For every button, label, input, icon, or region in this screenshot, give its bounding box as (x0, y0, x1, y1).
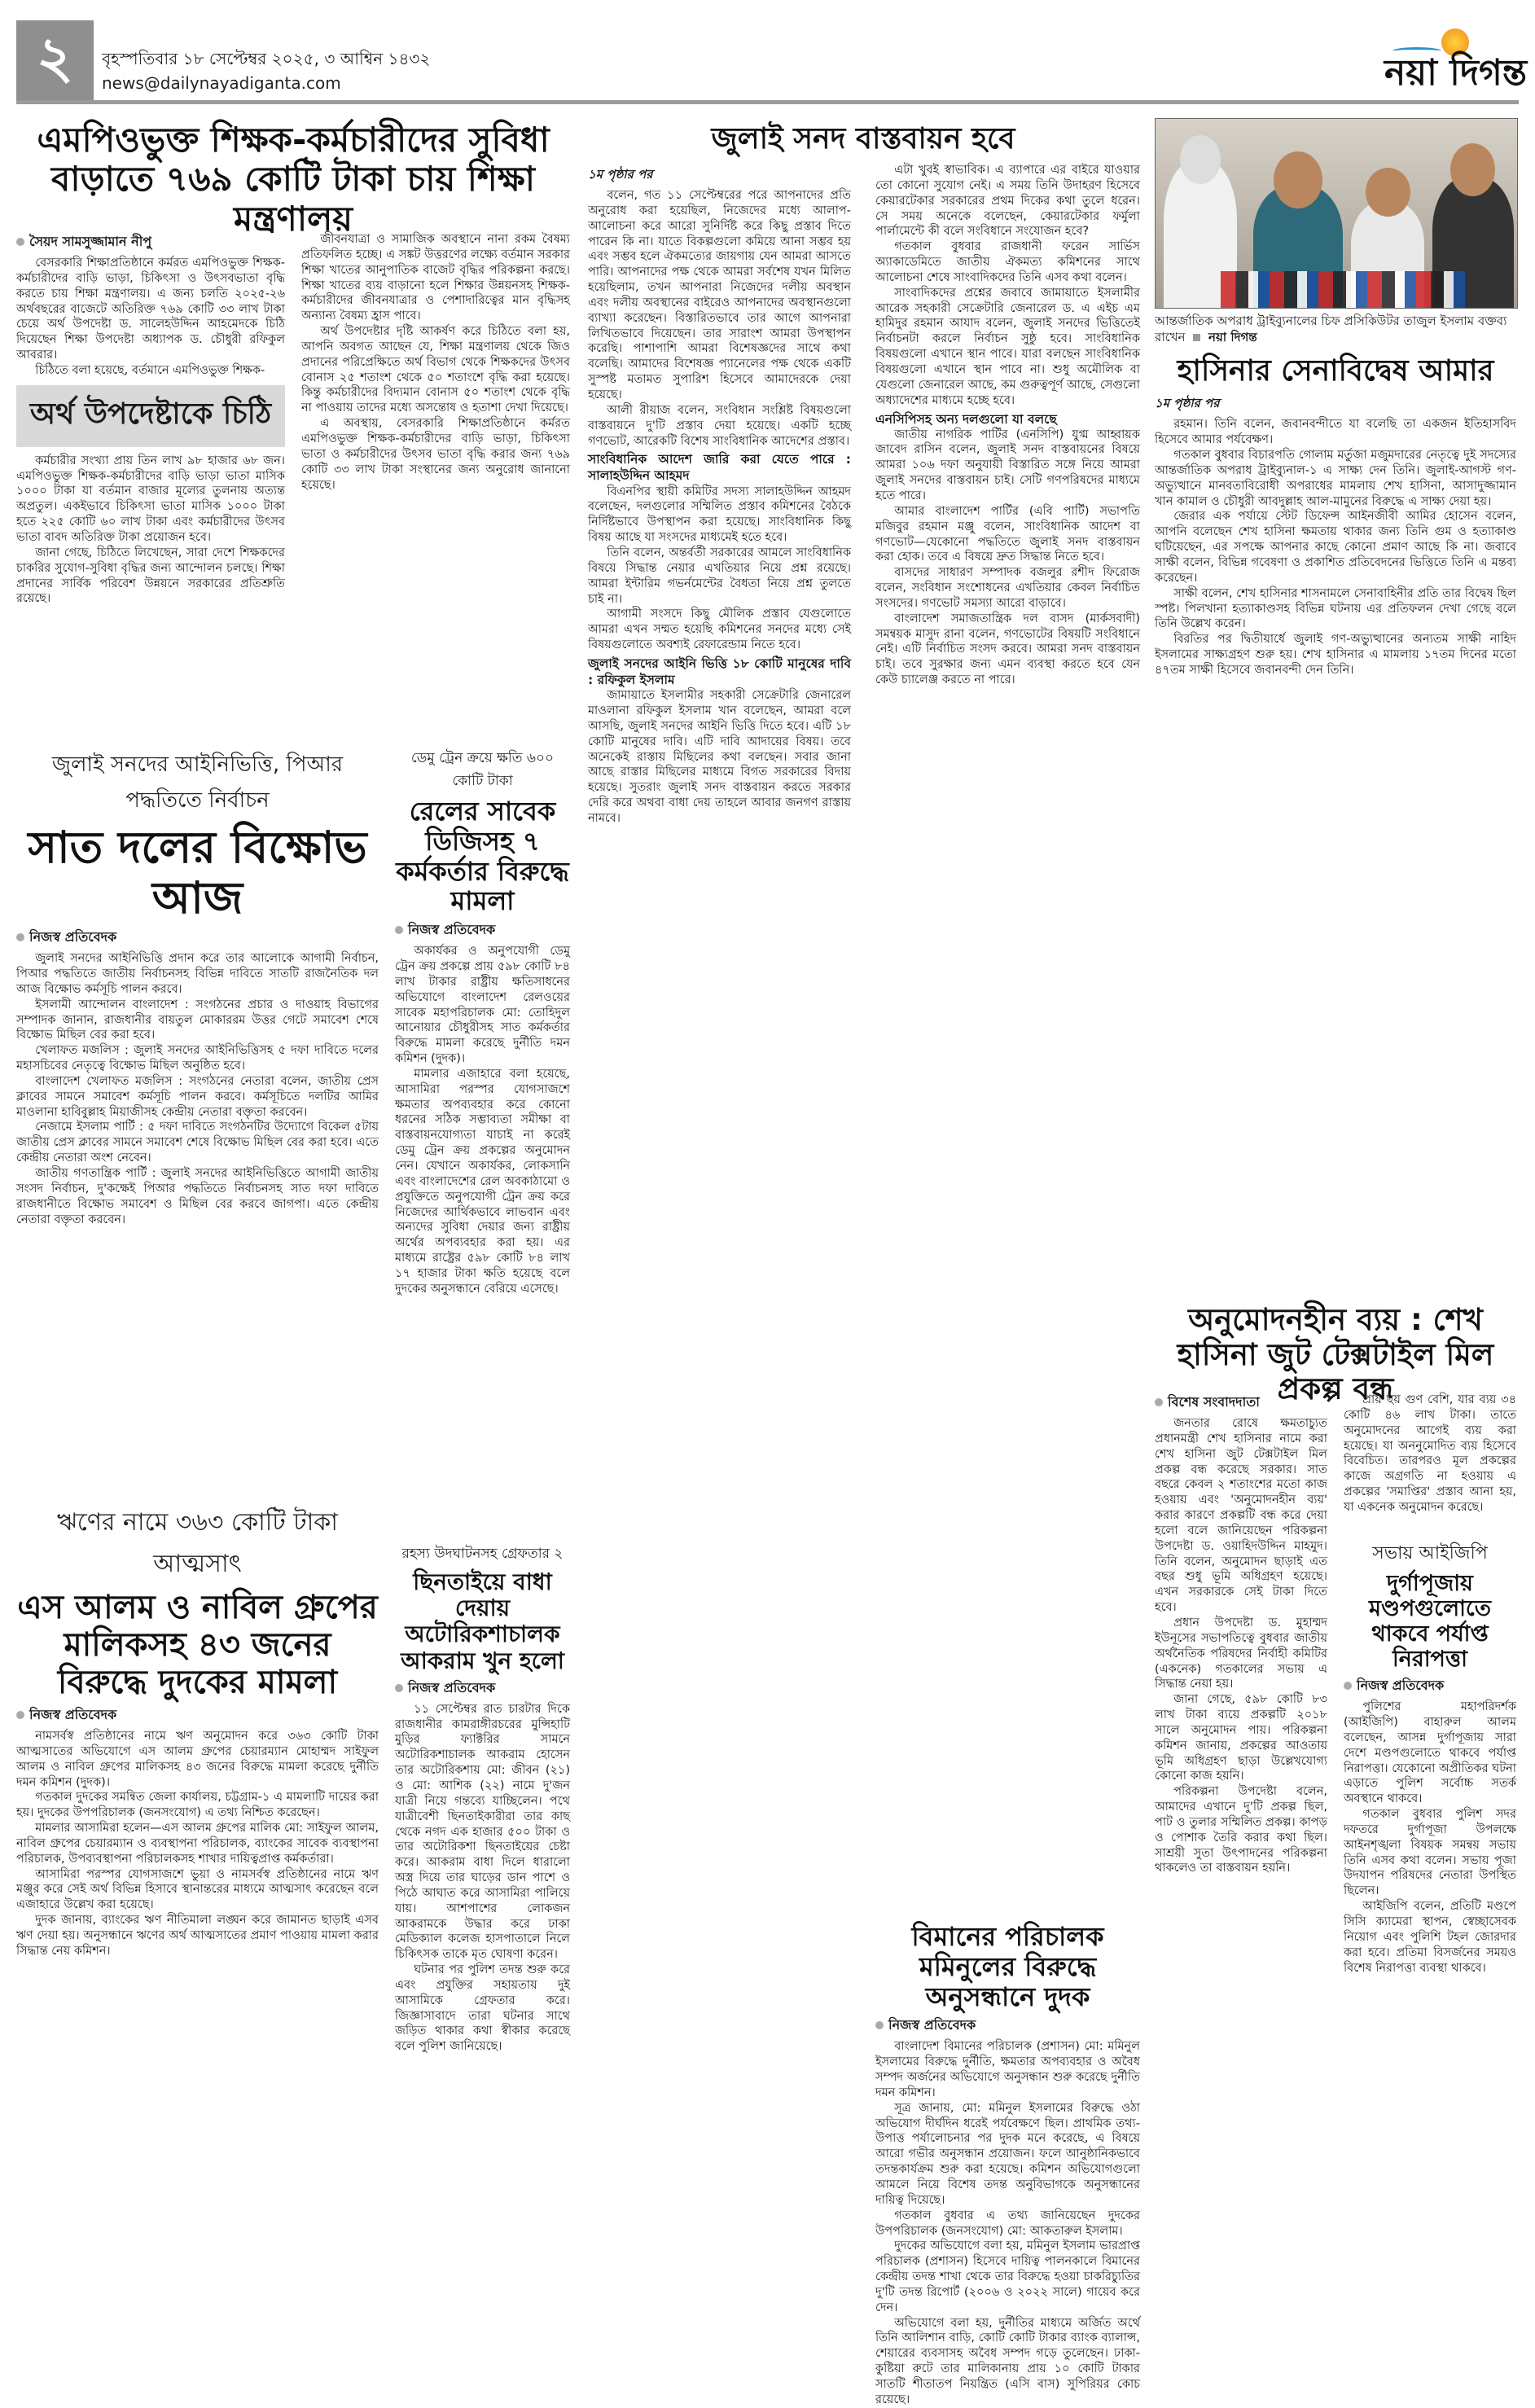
square-bullet-icon (1193, 334, 1200, 341)
paragraph: খেলাফত মজলিস : জুলাই সনদের আইনিভিত্তিসহ ৫ দফা দাবিতে দলের মহাসচিবের নেতৃত্বে বিক্ষোভ মিছিল অনুষ্ঠিত হবে। (16, 1044, 379, 1073)
paragraph: অকার্যকর ও অনুপযোগী ডেমু ট্রেন ক্রয় প্রকল্পে প্রায় ৫৯৮ কোটি ৮৪ লাখ টাকার রাষ্ট্রীয় ক্ষতিসাধনের অভিযোগে বাংলাদেশ রেলওয়ের সাবেক মহাপরিচালক মো: তোহিদুল আনোয়ার চৌধুরীসহ সাত কর্মকর্তার বিরুদ্ধে মামলা করেছে দুর্নীতি দমন কমিশন (দুদক)। (395, 945, 570, 1066)
continued-label: ১ম পৃষ্ঠার পর (588, 167, 653, 182)
byline: নিজস্ব প্রতিবেদক (16, 927, 379, 949)
kicker: ঋণের নামে ৩৬৩ কোটি টাকা আত্মসাৎ (56, 1508, 338, 1578)
paragraph: জীবনযাত্রা ও সামাজিক অবস্থানে নানা রকম বৈষম্য প্রতিফলিত হচ্ছে। এ সঙ্কট উত্তরণের লক্ষ্যে বর্তমান সরকার শিক্ষা খাতের আনুপাতিক বাজেট বৃদ্ধির পরিকল্পনা করছে। শিক্ষা খাতের ব্যয় বাড়ানো হলে শিক্ষার উন্নয়নসহ শিক্ষক-কর্মচারীদের জীবনযাত্রার ও পেশাদারিত্বের মান বৃদ্ধিসহ অন্যান্য বৈষম্য হ্রাস পাবে। (301, 233, 570, 323)
caption-text: আন্তর্জাতিক অপরাধ ট্রাইব্যুনালের চিফ প্রসিকিউটর তাজুল ইসলাম বক্তব্য রাখেন (1155, 314, 1507, 345)
paragraph: অর্থ উপদেষ্টার দৃষ্টি আকর্ষণ করে চিঠিতে বলা হয়, আপনি অবগত আছেন যে, শিক্ষা মন্ত্রণালয় থেকে জিও প্রদানের পরিপ্রেক্ষিতে অর্থ বিভাগ থেকে শিক্ষকদের উৎসব বোনাস ২৫ শতাংশ থেকে ৫০ শতাংশে বৃদ্ধি করা হয়েছে। কিন্তু কর্মচারীদের বিদ্যমান বোনাস ৫০ শতাংশ থেকে বৃদ্ধি না পাওয়ায় তাদের মধ্যে অসন্তোষ ও হতাশা দেখা দিয়েছে। (301, 325, 570, 415)
headline: রেলের সাবেক ডিজিসহ ৭ কর্মকর্তার বিরুদ্ধে মামলা (396, 796, 569, 917)
logo-text: নয়া দিগন্ত (1384, 52, 1528, 94)
paragraph: এটা খুবই স্বাভাবিক। এ ব্যাপারে এর বাইরে যাওয়ার তো কোনো সুযোগ নেই। এ সময় তিনি উদাহরণ হিসেবে কেয়ারটেকার সরকারের প্রথম দিকের কথা তুলে ধরেন। সে সময় অনেকে বলেছেন, কেয়ারটেকার ফর্মুলা পার্লামেন্টে কী বলে সংবিধানে সংযোজন হবে? (875, 164, 1140, 239)
paragraph: জাতীয় গণতান্ত্রিক পার্টি : জুলাই সনদের আইনিভিত্তিতে আগামী জাতীয় সংসদ নির্বাচন, দু'কক্ষেই পিআর পদ্ধতিতে নির্বাচনসহ সাত দফা দাবিতে রাজধানীতে বিক্ষোভ সমাবেশ ও মিছিল বের করবে জাগপা। এতে কেন্দ্রীয় নেতারা বক্তৃতা করবেন। (16, 1167, 379, 1226)
igp-article (1344, 1539, 1516, 1976)
kicker: জুলাই সনদের আইনিভিত্তি, পিআর পদ্ধতিতে নির্বাচন (51, 752, 344, 813)
paragraph: জনতার রোষে ক্ষমতাচ্যুত প্রধানমন্ত্রী শেখ হাসিনার নামে করা শেখ হাসিনা জুট টেক্সটাইল মিল প্রকল্প বন্ধ করেছে সরকার। সাত বছরে কেবল ২ শতাংশের মতো কাজ হওয়ায় এবং 'অনুমোদনহীন ব্যয়' করার কারণে প্রকল্পটি বন্ধ করে দেয়া হলো বলে জানিয়েছেন পরিকল্পনা উপদেষ্টা ড. ওয়াহিদউদ্দিন মাহমুদ। তিনি বলেন, অনুমোদন ছাড়াই এত বছর শুধু ভূমি অধিগ্রহণ হয়েছে। এখন সরকারকে সেই টাকা দিতে হবে। (1155, 1417, 1327, 1615)
jute-headline: অনুমোদনহীন ব্যয় : শেখ হাসিনা জুট টেক্সটাইল মিল প্রকল্প বন্ধ (1177, 1302, 1494, 1407)
paragraph: আলী রীয়াজ বলেন, সংবিধান সংশ্লিষ্ট বিষয়গুলো বাস্তবায়নে দু'টি প্রস্তাব দেয়া হয়েছে। একটি হচ্ছে গণভোট, আরেকটি বিশেষ সাংবিধানিক আদেশের প্রস্তাব। (588, 403, 851, 448)
paragraph: সূত্র জানায়, মো: মমিনুল ইসলামের বিরুদ্ধে ওঠা অভিযোগ দীর্ঘদিন ধরেই পর্যবেক্ষণে ছিল। প্রাথমিক তথ্য-উপাত্ত পর্যালোচনার পর দুদক মনে করেছে, এ বিষয়ে আরো গভীর অনুসন্ধান প্রয়োজন। ফলে আনুষ্ঠানিকভাবে তদন্তকার্যক্রম শুরু করা হয়েছে। কমিশন অভিযোগগুলো আমলে নিয়ে বিশেষ তদন্ত অনুবিভাগকে অনুসন্ধানের দায়িত্ব দিয়েছে। (875, 2101, 1140, 2207)
paragraph: রহমান। তিনি বলেন, জবানবন্দীতে যা বলেছি তা একজন ইতিহাসবিদ হিসেবে আমার পর্যবেক্ষণ। (1155, 418, 1516, 447)
paragraph: প্রায় ছয় গুণ বেশি, যার ব্যয় ৩৪ কোটি ৪৬ লাখ টাকা। তাতে অনুমোদনের আগেই ব্যয় করা হয়েছে। যা অননুমোদিত ব্যয় হিসেবে বিবেচিত। তারপরও মূল প্রকল্পের কাজে অগ্রগতি না হওয়ায় এ প্রকল্পের 'সমাপ্তির' প্রস্তাব আনা হয়, যা একনেক অনুমোদন করেছে। (1344, 1393, 1516, 1514)
paragraph: দুদকের অভিযোগে বলা হয়, মমিনুল ইসলাম ভারপ্রাপ্ত পরিচালক (প্রশাসন) হিসেবে দায়িত্ব পালনকালে বিমানের কেন্দ্রীয় তদন্ত শাখা থেকে তার বিরুদ্ধে হওয়া চাকরিচ্যুতির দু'টি তদন্ত রিপোর্ট (২০০৬ ও ২০২২ সালে) গায়েব করে দেন। (875, 2239, 1140, 2314)
paragraph: এ অবস্থায়, বেসরকারি শিক্ষাপ্রতিষ্ঠানে কর্মরত এমপিওভুক্ত শিক্ষক-কর্মচারীদের বাড়ি ভাড়া, চিকিৎসা ভাতা ও কর্মচারীদের উৎসব ভাতা বৃদ্ধি করার জন্য ৭৬৯ কোটি ৩৩ লাখ টাকা সংস্থানের জন্য অনুরোধ জানানো হয়েছে। (301, 417, 570, 492)
news-photo (1155, 118, 1518, 309)
paragraph: গতকাল দুদকের সমন্বিত জেলা কার্যালয়, চট্টগ্রাম-১ এ মামলাটি দায়ের করা হয়। দুদকের উপপরিচালক (জনসংযোগ) এ তথ্য নিশ্চিত করেছেন। (16, 1791, 379, 1820)
paragraph: বিরতির পর দ্বিতীয়ার্ধে জুলাই গণ-অভ্যুত্থানের অন্যতম সাক্ষী নাহিদ ইসলামের সাক্ষ্যগ্রহণ শুরু হয়। শেখ হাসিনার এ মামলায় ১৭তম দিনের মতো ৪৭তম সাক্ষী হিসেবে জবানবন্দী দেন তিনি। (1155, 633, 1516, 677)
paragraph: নেজামে ইসলাম পার্টি : ৫ দফা দাবিতে সংগঠনটির উদ্যোগে বিকেল ৫টায় জাতীয় প্রেস ক্লাবের সামনে সমাবেশ শেষে বিক্ষোভ মিছিল বের করা হবে। এতে কেন্দ্রীয় নেতারা অংশ নেবেন। (16, 1121, 379, 1165)
charter-column-2 (875, 163, 1140, 688)
paragraph: জামায়াতে ইসলামীর সহকারী সেক্রেটারি জেনারেল মাওলানা রফিকুল ইসলাম খান বলেছেন, আমরা বলে আসছি, জুলাই সনদের আইনি ভিত্তি দিতে হবে। এটি ১৮ কোটি মানুষের দাবি। এটি দাবি আদায়ের বিষয়। তবে অনেকেই রাস্তায় মিছিলের কথা বলছেন। সবার জানা আছে রাস্তার মিছিলের মাধ্যমে বিগত সরকারের বিদায় হয়েছে। সুতরাং জুলাই সনদ বাস্তবায়ন করতে সরকার দেরি করে অথবা বাধা দেয় তাহলে আবার জনগণ রাস্তায় নামবে। (588, 689, 851, 825)
subhead: সাংবিধানিক আদেশ জারি করা যেতে পারে : সালাহউদ্দিন আহমদ (588, 452, 851, 484)
paragraph: বাংলাদেশ বিমানের পরিচালক (প্রশাসন) মো: মমিনুল ইসলামের বিরুদ্ধে দুর্নীতি, ক্ষমতার অপব্যবহার ও অবৈধ সম্পদ অর্জনের অভিযোগে অনুসন্ধান শুরু করেছে দুর্নীতি দমন কমিশন। (875, 2040, 1140, 2099)
byline: বিশেষ সংবাদদাতা (1155, 1392, 1327, 1414)
edu-subhead: অর্থ উপদেষ্টাকে চিঠি (16, 385, 285, 447)
paragraph: বিএনপির স্থায়ী কমিটির সদস্য সালাহউদ্দিন আহমদ বলেছেন, দলগুলোর সম্মিলিত প্রস্তাব কমিশনের বৈঠকে নির্দিষ্টভাবে উপস্থাপন করা হয়েছে। সাংবিধানিক কিছু বিষয় আছে যা সংসদের মাধ্যমেই হতে হবে। (588, 485, 851, 545)
paragraph: গতকাল বুধবার এ তথ্য জানিয়েছেন দুদকের উপপরিচালক (জনসংযোগ) মো: আকতারুল ইসলাম। (875, 2208, 1140, 2238)
paragraph: অভিযোগে বলা হয়, দুর্নীতির মাধ্যমে অর্জিত অর্থে তিনি আলিশান বাড়ি, কোটি কোটি টাকার ব্যাংক ব্যালান্স, শেয়ারের ব্যবসাসহ অবৈধ সম্পদ গড়ে তুলেছেন। ঢাকা-কুষ্টিয়া রুটে তার মালিকানায় প্রায় ১০ কোটি টাকার সাতটি শীতাতপ নিয়ন্ত্রিত (এসি বাস) সুপিরিয়র কোচ রয়েছে। (875, 2316, 1140, 2406)
paragraph: গতকাল বুধবার বিচারপতি গোলাম মর্তুজা মজুমদারের নেতৃত্বে দুই সদস্যের আন্তর্জাতিক অপরাধ ট্রাইব্যুনাল-১ এ সাক্ষ্য দেন তিনি। জুলাই-আগস্ট গণ-অভ্যুত্থানে মানবতাবিরোধী অপরাধের মামলায় শেখ হাসিনা, আসাদুজ্জামান খান কামাল ও চৌধুরী আবদুল্লাহ আল-মামুনের বিরুদ্ধে এ সাক্ষ্য দেয়া হয়। (1155, 449, 1516, 508)
dateline: বৃহস্পতিবার ১৮ সেপ্টেম্বর ২০২৫, ৩ আশ্বিন ১৪৩২ (102, 49, 431, 68)
paragraph: আগামী সংসদে কিছু মৌলিক প্রস্তাব যেগুলোতে আমরা এখন সম্মত হয়েছি কমিশনের সনদের মধ্যে সেই বিষয়গুলোতে অবশ্যই রেফারেন্ডাম নিতে হবে। (588, 607, 851, 652)
paragraph: ঘটনার পর পুলিশ তদন্ত শুরু করে এবং প্রযুক্তির সহায়তায় দুই আসামিকে গ্রেফতার করে। জিজ্ঞাসাবাদে তারা ঘটনার সাথে জড়িত থাকার কথা স্বীকার করেছে বলে পুলিশ জানিয়েছে। (395, 1963, 570, 2054)
charter-column-1 (588, 163, 851, 827)
jute-column-1 (1155, 1388, 1327, 1876)
jute-column-2 (1344, 1393, 1516, 1515)
photo-credit: নয়া দিগন্ত (1208, 330, 1257, 345)
byline: নিজস্ব প্রতিবেদক (395, 1678, 570, 1700)
paragraph: ১১ সেপ্টেম্বর রাত চারটার দিকে রাজধানীর কামরাঙ্গীরচরের মুন্সিহাটি মুড়ির ফ্যাক্টরির সামনে অটোরিকশাচালক আকরাম হোসেন তার অটোরিকশায় মো: জীবন (২১) ও মো: আশিক (২২) নামে দু'জন যাত্রী নিয়ে গন্তব্যে যাচ্ছিলেন। পথে যাত্রীবেশী ছিনতাইকারীরা তার কাছ থেকে নগদ এক হাজার ৫০০ টাকা ও তার অটোরিকশা ছিনতাইয়ের চেষ্টা করে। আকরাম বাধা দিলে ধারালো অস্ত্র দিয়ে তার ঘাড়ের ডান পাশে ও পিঠে আঘাত করে আসামিরা পালিয়ে যায়। আশপাশের লোকজন আকরামকে উদ্ধার করে ঢাকা মেডিক্যাল কলেজ হাসপাতালে নিলে চিকিৎসক তাকে মৃত ঘোষণা করেন। (395, 1702, 570, 1962)
header-divider (16, 100, 1519, 104)
paragraph: জেরার এক পর্যায়ে স্টেট ডিফেন্স আইনজীবী আমির হোসেন বলেন, আপনি বলেছেন শেখ হাসিনা ক্ষমতায় থাকার জন্য তিনি গুম ও হত্যাকাণ্ড ঘটিয়েছেন, এর সপক্ষে আপনার কাছে কোনো প্রমাণ আছে কি না। জবাবে সাক্ষী বলেন, বিভিন্ন গবেষণা ও প্রকাশিত প্রতিবেদনের ভিত্তিতে তিনি এ মন্তব্য করেছেন। (1155, 510, 1516, 585)
headline: ছিনতাইয়ে বাধা দেয়ায় অটোরিকশাচালক আকরাম খুন হলো (401, 1568, 564, 1674)
paragraph: জাতীয় নাগরিক পার্টির (এনসিপি) যুগ্ম আহ্বায়ক জাবেদ রাসিন বলেন, জুলাই সনদ বাস্তবায়নের বিষয়ে আমরা ১০৬ দফা অনুযায়ী বিস্তারিত সঙ্গে নিয়ে আমরা জুলাই সনদের বাস্তবায়ন চাই। সেটি গণপরিষদের মাধ্যমে হতে পারে। (875, 428, 1140, 503)
paragraph: চিঠিতে বলা হয়েছে, বর্তমানে এমপিওভুক্ত শিক্ষক- (35, 363, 265, 377)
kicker: রহস্য উদঘাটনসহ গ্রেফতার ২ (401, 1546, 564, 1562)
photo-caption (1155, 313, 1516, 346)
paragraph: বেসরকারি শিক্ষাপ্রতিষ্ঠানে কর্মরত এমপিওভুক্ত শিক্ষক-কর্মচারীদের বাড়ি ভাড়া, চিকিৎসা ও উৎসবভাতা বৃদ্ধি করতে চায় শিক্ষা মন্ত্রণালয়। এ জন্য চলতি ২০২৫-২৬ অর্থবছরের বাজেটে অতিরিক্ত ৭৬৯ কোটি ৩৩ লাখ টাকা চেয়ে অর্থ উপদেষ্টা ড. সালেহউদ্দিন আহমেদকে চিঠি দিয়েছেন শিক্ষা উপদেষ্টা অধ্যাপক ড. চৌধুরী রফিকুল আবরার। (16, 257, 285, 362)
paragraph: মামলার এজাহারে বলা হয়েছে, আসামিরা পরস্পর যোগসাজশে ক্ষমতার অপব্যবহার করে কোনো ধরনের সঠিক সম্ভাব্যতা সমীক্ষা বা বাস্তবায়নযোগ্যতা যাচাই না করেই ডেমু ট্রেন ক্রয় প্রকল্পের অনুমোদন নেন। যেখানে অকার্যকর, লোকসানি এবং বাংলাদেশের রেল অবকাঠামো ও প্রযুক্তিতে অনুপযোগী ট্রেন ক্রয় করে নিজেদের আর্থিকভাবে লাভবান এবং অন্যদের সুবিধা দেয়ার জন্য রাষ্ট্রীয় অর্থের অপব্যবহার করা হয়। এর মাধ্যমে রাষ্ট্রের ৫৯৮ কোটি ৮৪ লাখ ১৭ হাজার টাকা ক্ষতি হয়েছে বলে দুদকের অনুসন্ধানে বেরিয়ে এসেছে। (395, 1067, 570, 1296)
paragraph: আসামিরা পরস্পর যোগসাজশে ভুয়া ও নামসর্বস্ব প্রতিষ্ঠানের নামে ঋণ মঞ্জুর করে সেই অর্থ বিভিন্ন হিসাবে স্থানান্তরের মাধ্যমে আত্মসাৎ করেছেন বলে এজাহারে উল্লেখ করা হয়েছে। (16, 1867, 379, 1912)
paragraph: বলেন, গত ১১ সেপ্টেম্বরের পরে আপনাদের প্রতি অনুরোধ করা হয়েছিল, নিজেদের মধ্যে আলাপ-আলোচনা করে আরো সুনির্দিষ্ট করে কিছু প্রস্তাব দিতে পারেন কি না। যাতে বিকল্পগুলো কমিয়ে আনা সম্ভব হয় এবং সম্ভব হলে ঐকমত্যের জায়গায় যেন আমরা আসতে পারি। আপনাদের পক্ষ থেকে আমরা সর্বশেষ যখন মিলিত হয়েছিলাম, তখন আপনারা নিজেদের দলীয় অবস্থান এবং দলীয় অবস্থানের বাইরেও আপনাদের অবস্থানগুলো ব্যাখ্যা করেছেন। বিস্তারিতভাবে তার আগে আপনারা লিখিতভাবে দিয়েছেন। তার সারাংশ আমরা উপস্থাপন করেছি। পাশাপাশি আমরা বিশেষজ্ঞদের সাথে কথা বলেছি। আমাদের বিশেষজ্ঞ প্যানেলের পক্ষ থেকে একটি সুস্পষ্ট মতামত সুপারিশ হিসেবে আমাদেরকে দেয়া হয়েছে। (588, 189, 851, 401)
byline: নিজস্ব প্রতিবেদক (16, 1704, 379, 1726)
kicker: ডেমু ট্রেন ক্রয়ে ক্ষতি ৬০০ কোটি টাকা (410, 750, 555, 789)
subhead: এনসিপিসহ অন্য দলগুলো যা বলছে (875, 411, 1057, 427)
paragraph: প্রধান উপদেষ্টা ড. মুহাম্মদ ইউনূসের সভাপতিত্বে বুধবার জাতীয় অর্থনৈতিক পরিষদের নির্বাহী কমিটির (একনেক) গতকালের সভায় এ সিদ্ধান্ত নেয়া হয়। (1155, 1616, 1327, 1691)
paragraph: সাক্ষী বলেন, শেখ হাসিনার শাসনামলে সেনাবাহিনীর প্রতি তার বিদ্বেষ ছিল স্পষ্ট। পিলখানা হত্যাকাণ্ডসহ বিভিন্ন ঘটনায় এর প্রতিফলন দেখা গেছে বলে তিনি উল্লেখ করেন। (1155, 586, 1516, 631)
byline: নিজস্ব প্রতিবেদক (395, 919, 570, 941)
paragraph: বাংলাদেশ খেলাফত মজলিস : সংগঠনের নেতারা বলেন, জাতীয় প্রেস ক্লাবের সামনে সমাবেশ কর্মসূচি পালন করবে। কর্মসূচিতে দলটির আমির মাওলানা হাবিবুল্লাহ মিয়াজীসহ কেন্দ্রীয় নেতারা বক্তৃতা করবেন। (16, 1074, 379, 1119)
biman-article (875, 1922, 1140, 2408)
headline: দুর্গাপূজায় মণ্ডপগুলোতে থাকবে পর্যাপ্ত নিরাপত্তা (1368, 1571, 1492, 1673)
charter-headline: জুলাই সনদ বাস্তবায়ন হবে (711, 122, 1015, 156)
paragraph: আমার বাংলাদেশ পার্টির (এবি পার্টি) সভাপতি মজিবুর রহমান মঞ্জু বলেন, সাংবিধানিক আদেশ বা গণভোট—যেকোনো পদ্ধতিতে জুলাই সনদ বাস্তবায়ন করা হোক। তবে এ বিষয়ে দ্রুত সিদ্ধান্ত নিতে হবে। (875, 504, 1140, 564)
paragraph: কর্মচারীর সংখ্যা প্রায় তিন লাখ ৯৮ হাজার ৬৮ জন। এমপিওভুক্ত শিক্ষক-কর্মচারীদের বাড়ি ভাড়া ভাতা মাসিক ১০০০ টাকা যা বর্তমান বাজার মূল্যের তুলনায় অত্যন্ত অপ্রতুল। একইভাবে চিকিৎসা ভাতা মাসিক ১০০০ টাকা হতে ২২৫ কোটি ৬০ লাখ টাকা এবং কর্মচারীদের উৎসব ভাতা বাবদ অতিরিক্ত টাকা প্রয়োজন হবে। (16, 454, 285, 544)
paragraph: গতকাল বুধবার রাজধানী ফরেন সার্ভিস অ্যাকাডেমিতে জাতীয় ঐকমত্য কমিশনের সাথে আলোচনা শেষে সাংবাদিকদের তিনি এসব কথা বলেন। (875, 240, 1140, 284)
edu-headline: এমপিওভুক্ত শিক্ষক-কর্মচারীদের সুবিধা বাড়াতে ৭৬৯ কোটি টাকা চায় শিক্ষা মন্ত্রণালয় (37, 120, 550, 239)
rail-article (395, 748, 570, 1297)
paragraph: পুলিশের মহাপরিদর্শক (আইজিপি) বাহারুল আলম বলেছেন, আসন্ন দুর্গাপূজায় সারা দেশে মণ্ডপগুলোতে থাকবে পর্যাপ্ত নিরাপত্তা। যেকোনো অপ্রীতিকর ঘটনা এড়াতে পুলিশ সর্বোচ্চ সতর্ক অবস্থানে থাকবে। (1344, 1700, 1516, 1806)
paragraph: গতকাল বুধবার পুলিশ সদর দফতরে দুর্গাপূজা উপলক্ষে আইনশৃঙ্খলা বিষয়ক সমন্বয় সভায় তিনি এসব কথা বলেন। সভায় পূজা উদযাপন পরিষদের নেতারা উপস্থিত ছিলেন। (1344, 1808, 1516, 1898)
paragraph: তিনি বলেন, অন্তর্বর্তী সরকারের আমলে সাংবিধানিক বিষয়ে সিদ্ধান্ত নেয়ার এখতিয়ার নিয়ে প্রশ্ন রয়েছে। আমরা ইন্টারিম গভর্নমেন্টের বৈধতা নিয়ে প্রশ্ন তুলতে চাই না। (588, 546, 851, 606)
newspaper-logo[interactable] (1384, 24, 1528, 94)
page-number: ২ (16, 20, 94, 102)
paragraph: সাংবাদিকদের প্রশ্নের জবাবে জামায়াতে ইসলামীর আরেক সহকারী সেক্রেটারি জেনারেল ড. এ এইচ এম হামিদুর রহমান আযাদ বলেন, জুলাই সনদের ভিত্তিতেই নির্বাচনটা করলে নির্বাচন সুষ্ঠু হবে। সাংবিধানিক বিষয়গুলো এখানে স্থান পাবে। যারা বলছেন সাংবিধানিক বিষয়গুলো এখানে স্থান পাবে না। শুধু অমৌলিক বা যেগুলো জেনারেল আছে, কম গুরুত্বপূর্ণ আছে, সেগুলো অধ্যাদেশের মাধ্যমে হচ্ছে হবে। (875, 286, 1140, 407)
headline: বিমানের পরিচালক মমিনুলের বিরুদ্ধে অনুসন্ধানে দুদক (911, 1921, 1104, 2012)
seven-parties-article (16, 748, 379, 1227)
byline: নিজস্ব প্রতিবেদক (1344, 1675, 1516, 1697)
loan-article (16, 1502, 379, 1959)
byline: নিজস্ব প্রতিবেদক (875, 2015, 1140, 2037)
paragraph: দুদক জানায়, ব্যাংকের ঋণ নীতিমালা লঙ্ঘন করে জামানত ছাড়াই এসব ঋণ দেয়া হয়। অনুসন্ধানে ঋণের অর্থ আত্মসাতের প্রমাণ পাওয়ায় মামলা করার সিদ্ধান্ত নেয় কমিশন। (16, 1914, 379, 1958)
subhead: জুলাই সনদের আইনি ভিত্তি ১৮ কোটি মানুষের দাবি : রফিকুল ইসলাম (588, 656, 851, 688)
paragraph: মামলার আসামিরা হলেন—এস আলম গ্রুপের মালিক মো: সাইফুল আলম, নাবিল গ্রুপের চেয়ারম্যান ও ব্যবস্থাপনা পরিচালক, ব্যাংকের সাবেক ব্যবস্থাপনা পরিচালক, উপব্যবস্থাপনা পরিচালকসহ শাখার দায়িত্বপ্রাপ্ত কর্মকর্তারা। (16, 1822, 379, 1866)
paragraph: পরিকল্পনা উপদেষ্টা বলেন, আমাদের এখানে দু'টি প্রকল্প ছিল, পাট ও তুলার সম্মিলিত প্রকল্প। কাপড় ও পোশাক তৈরি করার কথা ছিল। সাশ্রয়ী সুতা উৎপাদনের পরিকল্পনা থাকলেও তা বাস্তবায়ন হয়নি। (1155, 1785, 1327, 1875)
contact-email[interactable]: news@dailynayadiganta.com (102, 73, 341, 93)
byline: সৈয়দ সামসুজ্জামান নীপু (16, 231, 285, 253)
paragraph: আইজিপি বলেন, প্রতিটি মণ্ডপে সিসি ক্যামেরা স্থাপন, স্বেচ্ছাসেবক নিয়োগ এবং পুলিশি টহল জোরদার করা হবে। প্রতিমা বিসর্জনের সময়ও বিশেষ নিরাপত্তা ব্যবস্থা থাকবে। (1344, 1900, 1516, 1975)
headline: হাসিনার সেনাবিদ্বেষ আমার (1177, 354, 1494, 388)
paragraph: ইসলামী আন্দোলন বাংলাদেশ : সংগঠনের প্রচার ও দাওয়াহ বিভাগের সম্পাদক জানান, রাজধানীর বায়তুল মোকাররম উত্তর গেটে সমাবেশ শেষে বিক্ষোভ মিছিল বের করা হবে। (16, 998, 379, 1042)
hasina-article (1155, 354, 1516, 678)
kicker: সভায় আইজিপি (1372, 1543, 1488, 1564)
paragraph: বাংলাদেশ সমাজতান্ত্রিক দল বাসদ (মার্কসবাদী) সমন্বয়ক মাসুদ রানা বলেন, গণভোটের বিষয়টি সংবিধানে নেই। এটি নির্বাচিত সংসদ করবে। আমরা সনদ বাস্তবায়ন চাই। তবে সুরক্ষার জন্য এমন ব্যবস্থা করতে হবে যেন কেউ চ্যালেঞ্জ করতে না পারে। (875, 612, 1140, 687)
paragraph: জানা গেছে, চিঠিতে লিখেছেন, সারা দেশে শিক্ষকদের চাকরির সুযোগ-সুবিধা বৃদ্ধির জন্য আন্দোলন চলছে। শিক্ষা প্রদানের সার্বিক পরিবেশ উন্নয়নে সরকারের প্রতিশ্রুতি রয়েছে। (16, 546, 285, 606)
paragraph: জুলাই সনদের আইনিভিত্তি প্রদান করে তার আলোকে আগামী নির্বাচন, পিআর পদ্ধতিতে জাতীয় নির্বাচনসহ বিভিন্ন দাবিতে সাতটি রাজনৈতিক দল আজ বিক্ষোভ কর্মসূচি পালন করবে। (16, 952, 379, 996)
paragraph: নামসর্বস্ব প্রতিষ্ঠানের নামে ঋণ অনুমোদন করে ৩৬৩ কোটি টাকা আত্মসাতের অভিযোগে এস আলম গ্রুপের চেয়ারম্যান মোহাম্মদ সাইফুল আলম ও নাবিল গ্রুপের মালিকসহ ৪৩ জনের বিরুদ্ধে মামলা করেছে দুর্নীতি দমন কমিশন (দুদক)। (16, 1730, 379, 1789)
continued-label: ১ম পৃষ্ঠার পর (1155, 396, 1220, 411)
headline: এস আলম ও নাবিল গ্রুপের মালিকসহ ৪৩ জনের বিরুদ্ধে দুদকের মামলা (17, 1589, 378, 1701)
headline: সাত দলের বিক্ষোভ আজ (28, 822, 367, 924)
edu-column-2 (301, 232, 570, 493)
microphones (1221, 271, 1465, 308)
snatch-article (395, 1543, 570, 2055)
paragraph: জানা গেছে, ৫৯৮ কোটি ৮৩ লাখ টাকা ব্যয়ে প্রকল্পটি ২০১৮ সালে অনুমোদন পায়। পরিকল্পনা কমিশন জানায়, প্রকল্পের আওতায় ভূমি অধিগ্রহণ ছাড়া উল্লেখযোগ্য কোনো কাজ হয়নি। (1155, 1693, 1327, 1783)
edu-column-1 (16, 228, 285, 607)
paragraph: বাসদের সাধারণ সম্পাদক বজলুর রশীদ ফিরোজ বলেন, সংবিধান সংশোধনের এখতিয়ার কেবল নির্বাচিত সংসদের। গণভোট সমস্যা আরো বাড়াবে। (875, 566, 1140, 610)
